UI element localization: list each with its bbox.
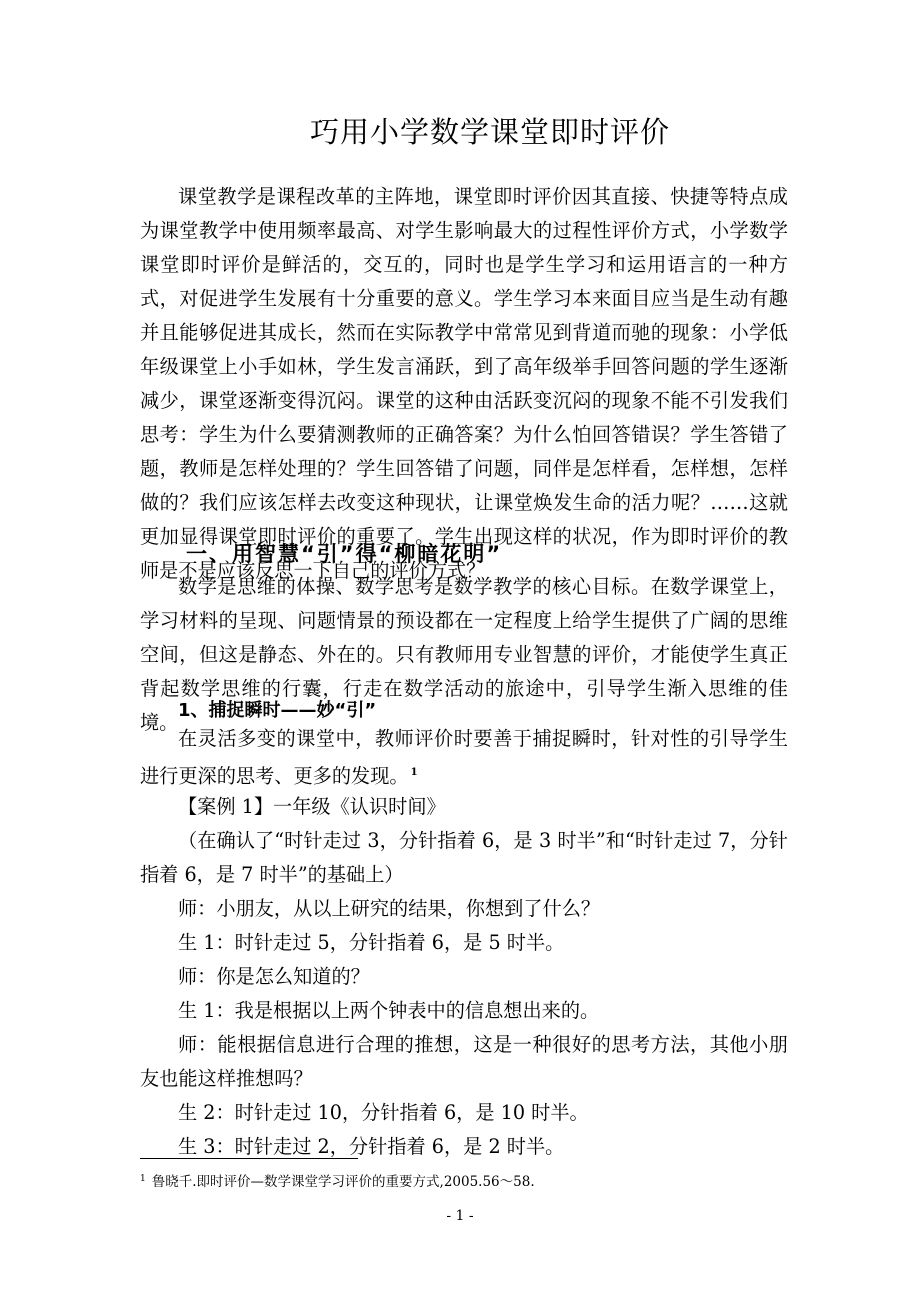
section-1-paragraph: 数学是思维的体操、数学思考是数学教学的核心目标。在数学课堂上，学习材料的呈现、问题情景的预设都在一定程度上给学生提供了广阔的思维空间，但这是静态、外在的。只有教师用专业智慧的评价，才能使学生真正背起数学思维的行囊，行走在数学活动的旅途中，引导学生渐入思维的佳境。 bbox=[140, 575, 788, 734]
page-number: - 1 - bbox=[446, 1208, 474, 1224]
subsection-1-text: 在灵活多变的课堂中，教师评价时要善于捕捉瞬时，针对性的引导学生进行更深的思考、更多的发现。 bbox=[140, 727, 788, 788]
footnote-text: 鲁晓千.即时评价—数学课堂学习评价的重要方式,2005.56～58. bbox=[151, 1174, 535, 1190]
footnote-reference[interactable]: 1 bbox=[410, 767, 418, 778]
footnote bbox=[140, 1170, 535, 1190]
dialogue-line: 师：能根据信息进行合理的推想，这是一种很好的思考方法，其他小朋友也能这样推想吗？ bbox=[140, 1033, 788, 1090]
subsection-1-body bbox=[140, 722, 788, 793]
case-context: （在确认了“时针走过 3，分针指着 6，是 3 时半”和“时针走过 7，分针指着 6，是 7 时半”的基础上） bbox=[140, 829, 788, 886]
section-1-heading: 一、用智慧“引”得“柳暗花明” bbox=[186, 542, 503, 566]
dialogue-line: 师：你是怎么知道的？ bbox=[178, 965, 370, 988]
dialogue-line: 生 1：我是根据以上两个钟表中的信息想出来的。 bbox=[178, 999, 600, 1022]
dialogue-line: 生 3：时针走过 2，分针指着 6，是 2 时半。 bbox=[178, 1135, 565, 1158]
case-label: 【案例 1】一年级《认识时间》 bbox=[178, 795, 446, 818]
subsection-1-paragraph bbox=[140, 722, 788, 793]
footnote-separator bbox=[140, 1158, 358, 1159]
page-title: 巧用小学数学课堂即时评价 bbox=[309, 115, 670, 149]
intro-paragraph: 课堂教学是课程改革的主阵地，课堂即时评价因其直接、快捷等特点成为课堂教学中使用频率最高、对学生影响最大的过程性评价方式，小学数学课堂即时评价是鲜活的，交互的，同时也是学生学习和运用语言的一种方式，对促进学生发展有十分重要的意义。学生学习本来面目应当是生动有趣并且能够促进其成长，然而在实际教学中常常见到背道而驰的现象：小学低年级课堂上小手如林，学生发言涌跃，到了高年级举手回答问题的学生逐渐减少，课堂逐渐变得沉闷。课堂的这种由活跃变沉闷的现象不能不引发我们思考：学生为什么要猜测教师的正确答案？为什么怕回答错误？学生答错了题，教师是怎样处理的？学生回答错了问题，同伴是怎样看，怎样想，怎样做的？我们应该怎样去改变这种现状，让课堂焕发生命的活力呢？……这就更加显得课堂即时评价的重要了。学生出现这样的状况，作为即时评价的教师是不是应该反思一下自己的评价方式？ bbox=[140, 185, 788, 582]
dialogue-line: 生 1：时针走过 5，分针指着 6，是 5 时半。 bbox=[178, 931, 565, 954]
case-context-block bbox=[140, 824, 788, 892]
footnote-number: 1 bbox=[140, 1173, 146, 1184]
intro-section bbox=[140, 180, 788, 588]
dialogue-line: 生 2：时针走过 10，分针指着 6，是 10 时半。 bbox=[178, 1101, 589, 1124]
dialogue-line: 师：小朋友，从以上研究的结果，你想到了什么？ bbox=[178, 897, 601, 920]
dialogue-block bbox=[140, 1028, 788, 1096]
subsection-1-heading: 1、捕捉瞬时——妙“引” bbox=[178, 700, 377, 721]
